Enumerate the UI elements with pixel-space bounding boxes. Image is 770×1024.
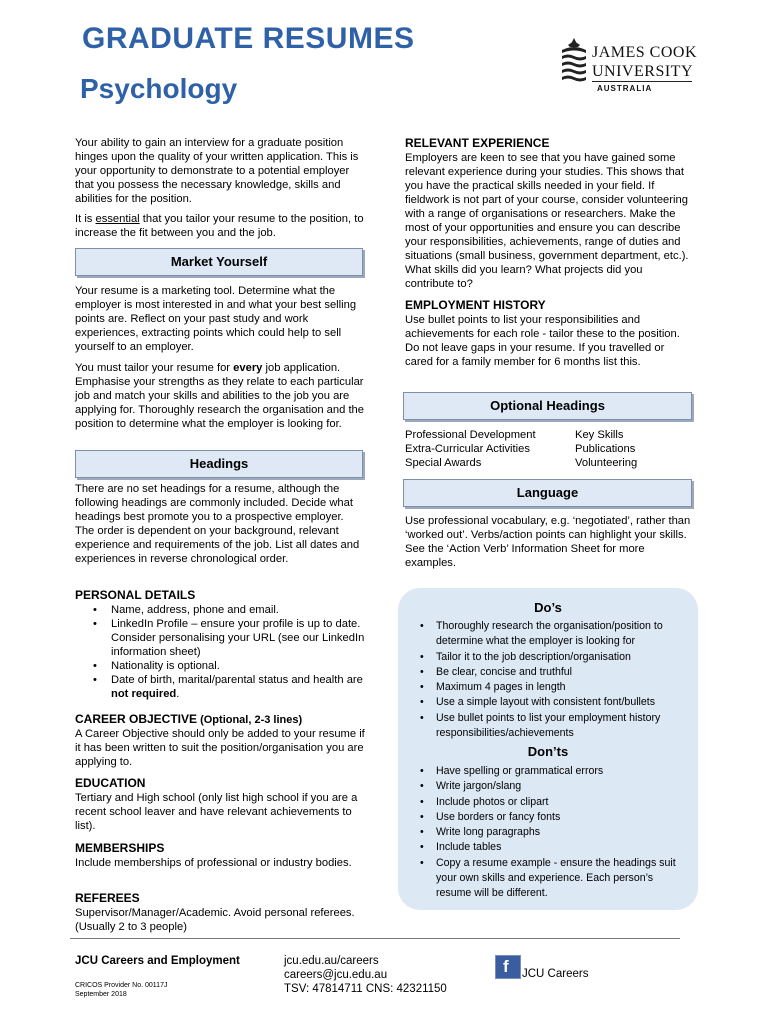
- optional-headings-col2: [575, 428, 695, 470]
- market-paragraph-2: [75, 361, 365, 431]
- jcu-crest-icon: [558, 36, 590, 86]
- text-fragment: job application. Emphasise your strengths as they relate to each particular job and match your skills and abilities to the job you are applying for. Thoroughly research the organisation and the position to determine what the employer is looking for.: [75, 362, 364, 430]
- footer-email[interactable]: careers@jcu.edu.au: [284, 969, 388, 981]
- logo-divider: [592, 81, 692, 82]
- list-item: • Write jargon/slang: [398, 779, 688, 794]
- text-fragment: CAREER OBJECTIVE: [75, 712, 198, 726]
- page-title: GRADUATE RESUMES: [82, 22, 415, 55]
- list-item: Professional Development: [405, 429, 536, 441]
- list-item: Extra-Curricular Activities: [405, 443, 530, 455]
- list-item: Publications: [575, 443, 636, 455]
- personal-details-heading: PERSONAL DETAILS: [75, 588, 196, 602]
- facebook-label[interactable]: JCU Careers: [522, 968, 589, 980]
- donts-list: [398, 764, 688, 902]
- list-item: • Name, address, phone and email.: [75, 603, 365, 617]
- list-item: [75, 673, 365, 701]
- list-item: • Write long paragraphs: [398, 825, 688, 840]
- facebook-icon[interactable]: f: [495, 955, 521, 979]
- headings-paragraph: There are no set headings for a resume, although the following headings are commonly included. Decide what headings best promote you to a prospective employer. The order is dependent on your background, relevant experience and requirements of the job. List all dates and experiences in reverse chronological order.: [75, 483, 360, 565]
- market-yourself-heading: Market Yourself: [75, 248, 363, 276]
- language-text: Use professional vocabulary, e.g. ‘negotiated’, rather than ‘worked out’. Verbs/action points can highlight your skills. See the ‘Action Verb’ Information Sheet for more examples.: [405, 515, 691, 569]
- text-fragment: that you tailor your resume to the position, to increase the fit between you and the job.: [75, 213, 364, 239]
- education-text: Tertiary and High school (only list high school if you are a recent school leaver and have relevant achievements to list).: [75, 792, 358, 832]
- dos-and-donts-panel: [398, 588, 698, 910]
- education-heading: EDUCATION: [75, 776, 146, 790]
- referees-heading: REFEREES: [75, 891, 140, 905]
- optional-headings-col1: [405, 428, 575, 470]
- logo-text-line3: AUSTRALIA: [597, 84, 653, 93]
- dos-list: [398, 619, 688, 741]
- referees-text: Supervisor/Manager/Academic. Avoid personal referees. (Usually 2 to 3 people): [75, 907, 355, 933]
- dos-heading: Do’s: [534, 600, 562, 615]
- optional-headings-heading: Optional Headings: [403, 392, 692, 420]
- list-item: • Use a simple layout with consistent font/bullets: [398, 695, 688, 710]
- text-fragment: (Optional, 2-3 lines): [197, 714, 303, 726]
- relevant-experience-text: Employers are keen to see that you have gained some relevant experience during your studies. This shows that you have the practical skills needed in your field. If fieldwork is not part of your course, consider volunteering with a range of organisations or researchers. Make the most of your opportunities and ensure you can describe your responsibilities, achievements, range of duties and situations (small business, government department, etc.). What skills did you learn? What projects did you contribute to?: [405, 152, 689, 290]
- text-fragment: You must tailor your resume for: [75, 362, 234, 374]
- language-heading: Language: [403, 479, 692, 507]
- logo-text-line1: JAMES COOK: [592, 44, 698, 61]
- list-item: • Be clear, concise and truthful: [398, 665, 688, 680]
- footer-url[interactable]: jcu.edu.au/careers: [284, 955, 379, 967]
- memberships-heading: MEMBERSHIPS: [75, 841, 165, 855]
- emphasis-essential: essential: [95, 213, 140, 225]
- employment-history-heading: EMPLOYMENT HISTORY: [405, 298, 546, 312]
- list-item: • LinkedIn Profile – ensure your profile is up to date. Consider personalising your URL (see our LinkedIn information sheet): [75, 617, 365, 659]
- market-paragraph-1: Your resume is a marketing tool. Determine what the employer is most interested in and what your best selling points are. Reflect on your past study and work experiences, extracting points which could help to sell yourself to an employer.: [75, 285, 357, 353]
- list-item: • Use bullet points to list your employment history responsibilities/achievements: [398, 711, 688, 742]
- list-item: • Copy a resume example - ensure the headings suit your own skills and experience. Each person’s resume will be different.: [398, 856, 688, 902]
- footer-date: September 2018: [75, 991, 127, 998]
- text-fragment: It is: [75, 213, 96, 225]
- personal-details-list: [75, 603, 365, 701]
- career-objective-heading: [75, 712, 302, 727]
- headings-heading: Headings: [75, 450, 363, 478]
- emphasis-every: every: [233, 362, 263, 374]
- memberships-text: Include memberships of professional or industry bodies.: [75, 857, 352, 869]
- list-item: Volunteering: [575, 457, 638, 469]
- footer-cricos: CRICOS Provider No. 00117J: [75, 982, 168, 989]
- list-item: • Tailor it to the job description/organisation: [398, 650, 688, 665]
- footer-org: JCU Careers and Employment: [75, 955, 240, 967]
- page-subtitle: Psychology: [80, 73, 238, 104]
- list-item: Key Skills: [575, 429, 624, 441]
- list-item: • Thoroughly research the organisation/position to determine what the employer is looking for: [398, 619, 688, 650]
- list-item: • Nationality is optional.: [75, 659, 365, 673]
- intro-paragraph: Your ability to gain an interview for a graduate position hinges upon the quality of your written application. This is your opportunity to demonstrate to a potential employer that you possess the necessary knowledge, skills and abilities for the position.: [75, 137, 359, 205]
- list-item: • Use borders or fancy fonts: [398, 810, 688, 825]
- emphasis-not-required: not required: [111, 688, 177, 700]
- list-item: • Include photos or clipart: [398, 795, 688, 810]
- list-item: Special Awards: [405, 457, 482, 469]
- text-fragment: Date of birth, marital/parental status and health are: [111, 674, 363, 686]
- career-objective-text: A Career Objective should only be added to your resume if it has been written to suit the position/organisation you are applying to.: [75, 728, 365, 768]
- list-item: • Include tables: [398, 840, 688, 855]
- tailor-paragraph: [75, 212, 365, 240]
- logo-text-line2: UNIVERSITY: [592, 63, 693, 80]
- list-item: • Have spelling or grammatical errors: [398, 764, 688, 779]
- donts-heading: Don’ts: [527, 744, 569, 759]
- list-item: • Maximum 4 pages in length: [398, 680, 688, 695]
- employment-history-text: Use bullet points to list your responsibilities and achievements for each role - tailor these to the position. Do not leave gaps in your resume. If you travelled or cared for a family member for 6 months list this.: [405, 314, 680, 368]
- relevant-experience-heading: RELEVANT EXPERIENCE: [405, 136, 550, 150]
- footer-phones: TSV: 47814711 CNS: 42321150: [284, 983, 447, 995]
- text-fragment: .: [176, 688, 180, 700]
- footer-divider: [70, 938, 680, 939]
